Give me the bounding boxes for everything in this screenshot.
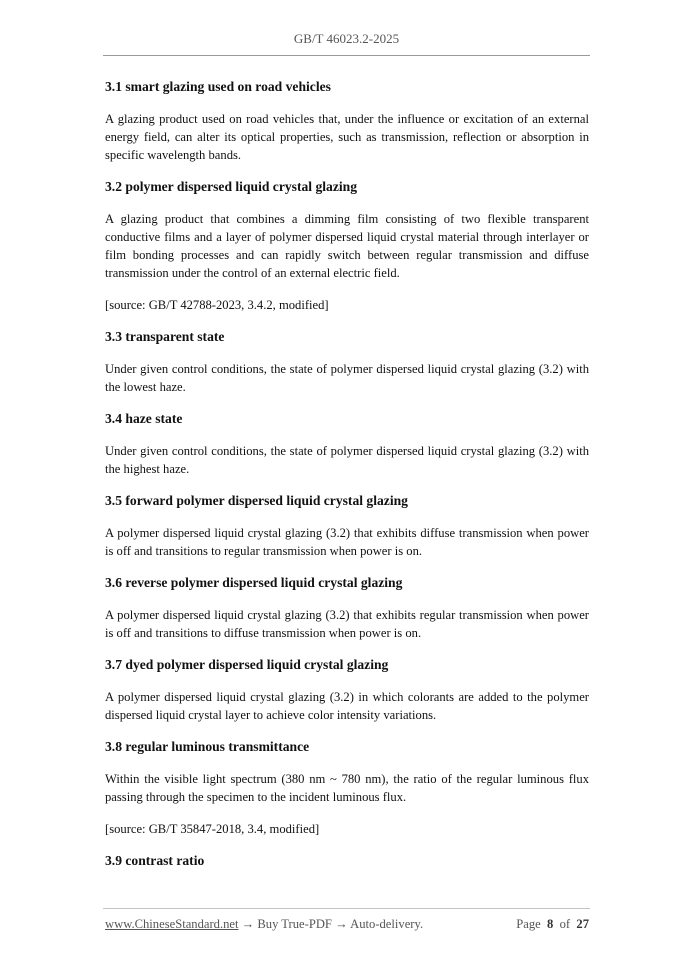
definition-text: Under given control conditions, the state of polymer dispersed liquid crystal glazing (3.2) with the highest haze. <box>105 444 589 476</box>
section-heading: 3.4 haze state <box>105 411 183 426</box>
page-footer <box>105 917 589 932</box>
total-pages: 27 <box>576 917 589 931</box>
definition-text: A polymer dispersed liquid crystal glazing (3.2) that exhibits regular transmission when power is off and transitions to diffuse transmission when power is on. <box>105 608 589 640</box>
definition-text: A glazing product used on road vehicles that, under the influence or excitation of an external energy field, can alter its optical properties, such as transmission, reflection or absorption in specific wavelength bands. <box>105 112 589 162</box>
footer-promo-text: → Buy True-PDF → Auto-delivery. <box>238 917 424 931</box>
section-heading: 3.1 smart glazing used on road vehicles <box>105 79 331 94</box>
section-heading: 3.8 regular luminous transmittance <box>105 739 310 754</box>
section-heading: 3.6 reverse polymer dispersed liquid crystal glazing <box>105 575 403 590</box>
definition-text: A polymer dispersed liquid crystal glazing (3.2) in which colorants are added to the polymer dispersed liquid crystal layer to achieve color intensity variations. <box>105 690 589 722</box>
footer-promo <box>105 917 423 932</box>
page-number <box>516 917 589 932</box>
section-heading: 3.5 forward polymer dispersed liquid crystal glazing <box>105 493 408 508</box>
section-heading: 3.9 contrast ratio <box>105 853 205 868</box>
definition-text: Within the visible light spectrum (380 nm ~ 780 nm), the ratio of the regular luminous flux passing through the specimen to the incident luminous flux. <box>105 772 589 804</box>
section-heading: 3.3 transparent state <box>105 329 225 344</box>
source-note: [source: GB/T 42788-2023, 3.4.2, modified] <box>105 298 329 312</box>
definition-text: A polymer dispersed liquid crystal glazing (3.2) that exhibits diffuse transmission when power is off and transitions to regular transmission when power is on. <box>105 526 589 558</box>
source-note: [source: GB/T 35847-2018, 3.4, modified] <box>105 822 320 836</box>
document-body <box>105 78 589 884</box>
current-page: 8 <box>547 917 554 931</box>
definition-text: A glazing product that combines a dimming film consisting of two flexible transparent conductive films and a layer of polymer dispersed liquid crystal material through interlayer or film bonding processes and can rapidly switch between regular transmission and diffuse transmission under the control of an external electric field. <box>105 212 589 280</box>
section-heading: 3.7 dyed polymer dispersed liquid crystal glazing <box>105 657 389 672</box>
footer-rule <box>103 908 590 909</box>
of-label: of <box>559 917 571 931</box>
page-label: Page <box>516 917 541 931</box>
header-rule <box>103 55 590 56</box>
definition-text: Under given control conditions, the state of polymer dispersed liquid crystal glazing (3.2) with the lowest haze. <box>105 362 589 394</box>
website-link[interactable]: www.ChineseStandard.net <box>105 917 239 931</box>
section-heading: 3.2 polymer dispersed liquid crystal glazing <box>105 179 358 194</box>
running-header: GB/T 46023.2-2025 <box>293 31 400 46</box>
